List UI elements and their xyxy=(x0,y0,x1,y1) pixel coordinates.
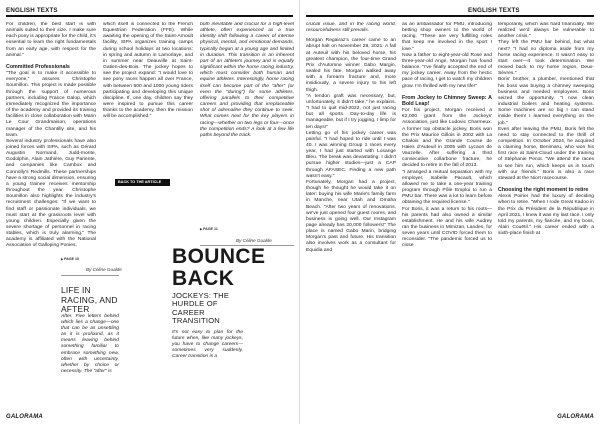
paragraph: as an ambassador for PMU, introducing betting shop owners to the world of racing. "These are very fulfilling roles that keep me involved in the sport I love." xyxy=(402,22,492,52)
paragraph: Now a father to eight-year-old Rose and three-year-old Ange, Morgan has found balance. "I've finally accepted the end of my jockey career. Away from the hectic pace of racing, I get to watch my children grow. I'm thrilled with my new life!" xyxy=(402,52,492,89)
subheading: Committed Professionals xyxy=(6,63,70,70)
paragraph: For Boris, it was a return to his roots—his parents had also owned a similar establishment. He and his wife Audrey ran the business in Mimizan, Landes, for seven years until COVID forced them to reconsider. "The pandemic forced us to close xyxy=(402,206,492,249)
byline: By Céline Gualde xyxy=(236,238,272,243)
paragraph: Boris' brother, a plumber, mentioned that his boss was buying a chimney sweeping business and needed employees. Boris seized the opportunity. "I now clean industrial boilers and heating systems. Some machines are so big I can stand inside them! I learned everything on the job." xyxy=(498,77,594,126)
logo-text: GALORAMA xyxy=(557,414,594,420)
right-column-2 xyxy=(402,22,492,414)
logo-text: GALORAMA xyxy=(6,414,43,420)
paragraph: "The goal is to make it accessible to everyone," assures Christophe Soumillon. This project is made possible through the support of numerous partners, including France Galop, which immediately recognized the importance of the academy and provided its training facilities in close collaboration with Marin Le Cour Grandmaison, operations manager of the Chantilly site, and his team. xyxy=(6,71,96,138)
paragraph: They left the PMU bar behind, but what next? "I had no diploma aside from my horse racing experience. It wasn't easy to start over—it took determination. We moved back to my home region, Deux-Sèvres." xyxy=(498,40,594,77)
paragraph: both inevitable and crucial for a high-level athlete, often experienced as a true identity shift following a career of intense physical, mental, and emotional demands, typically begun at a young age and limited in duration. This transition is an inherent part of an athlete's journey and is equally significant within the horse racing industry, which must consider both human and equine athletes. Interestingly, horse racing itself can become part of the "after" (or even the "during") for some athletes, offering parallels to their competitive careers and providing that irreplaceable shot of adrenaline they continue to seek. What comes next for the key players in racing—whether on two legs or four—once the competition ends? A look at a few life paths beyond the track. xyxy=(200,22,294,138)
feature-subtitle: JOCKEYS: THE HURDLE OF CAREER TRANSITION xyxy=(172,291,230,326)
back-to-article-button[interactable]: BACK TO THE ARTICLE xyxy=(115,179,170,186)
feature-lead: It's not easy to plan for the future when, like many jockeys, you have to change careers—sometimes very suddenly. Career transition is a xyxy=(172,330,243,360)
paragraph: Alexis Poirier had the luxury of deciding when to retire. "When I rode Great Kadoo in the Prix du Président de la République in April 2021, I knew it was my last race. I only told my parents, my fiancée, and my boss, Alain Couëtil." His career ended with a sixth-place finish at xyxy=(498,194,594,237)
paragraph: For his project, Morgan received a €2,000 grant from the Jockeys' Association, just like Ludovic Charmeux. A former top obstacle jockey, Boris won the Prix Maurice Gillois in 2002 with La Chalois and the Grande Course de Haies d'Auteuil in 2005 with Lycaon de Vauzelle. After suffering a third consecutive collarbone fracture, he decided to retire in the fall of 2013. xyxy=(402,108,492,169)
paragraph: For children, the best start is with animals suited to their size. I make sure each pony is appropriate for the child, it's essential to learn the right fundamentals from an early age, with respect for the animal." xyxy=(6,22,96,58)
paragraph: Even after leaving the PMU, Boris felt the need to stay connected to the thrill of competition. In October 2024, he acquired a claiming horse, Benimaru, who won his first race at Saint-Cloud under the training of Stéphanie Penot. "We attend the races to see him run, which keeps us in touch with our friends." Boris is also a race steward at the Niort racecourse. xyxy=(498,126,594,181)
magazine-logo xyxy=(6,414,43,420)
right-column-3 xyxy=(498,22,594,414)
section-title: ENGLISH TEXTS xyxy=(468,7,520,14)
paragraph: temporarily, which was hard financially. We realized we'd always be vulnerable to another crisis." xyxy=(498,22,594,40)
left-column-3 xyxy=(200,22,294,240)
article-lead: After. Five letters behind which lies a change—one that can be as unsettling as it is profound, as it means leaving behind something familiar to embrace something new, often with uncertainty, whether by choice or necessity. The "after" is xyxy=(61,314,119,374)
right-page-header xyxy=(306,6,594,17)
page-reference[interactable]: ▶ PAGE 11 xyxy=(200,227,218,231)
article-title: LIFE IN RACING, AND AFTER xyxy=(61,285,118,315)
subheading: Choosing the right moment to retire xyxy=(498,187,589,194)
paragraph: Fortunately, Morgan had a project, though he thought he would take it on later: buying his wife Marie's family farm in Manche, near Utah and Omaha Beach. "After two years of renovations, we've just opened four guest rooms, and business is going well. Our Instagram page already has 20,000 followers!" The place is named Gabo Marin, bridging Morgan's past and future. His transition also involves work as a consultant for Equidia and xyxy=(306,179,396,253)
byline: By Céline Gualde xyxy=(86,267,122,272)
paragraph: "A tendon graft was necessary, but, unfortunately, it didn't take," he explains. "I had to quit mid-2022, not just racing but all sports. Day-to-day life is manageable, but if I try jogging, I limp for ten days!" xyxy=(306,93,396,130)
paragraph: "I arranged a mutual separation with my employer, Isabelle Pacault, which allowed me to take a one-year training program through Pôle Emploi to run a PMU bar. There was a lot to learn before obtaining the required license." xyxy=(402,169,492,206)
left-column-2 xyxy=(103,22,193,172)
right-page xyxy=(300,0,600,424)
left-page-header xyxy=(6,6,293,17)
magazine-logo xyxy=(557,414,594,420)
page-reference[interactable]: ▶ PAGE 10 xyxy=(61,257,79,261)
feature-title: BOUNCE BACK xyxy=(172,245,266,290)
section-title: ENGLISH TEXTS xyxy=(6,7,58,14)
paragraph: which itself is connected to the French Equestrian Federation (FFE). While awaiting the opening of the Saint-Arnoult facility, SIPA organizes training camps during school holidays at two locations: in spring and autumn in Lamorlaye, and in summer near Deauville at Saint-Gatien-des-Bois. The jockey hopes to see the project expand: "I would love to see pony races happen all over France, with between 500 and 1000 young riders participating and developing this unique discipline. If, one day, children say they were inspired to pursue this career thanks to the academy, then the mission will be accomplished." xyxy=(103,22,193,120)
right-column-1 xyxy=(306,22,396,414)
paragraph: Morgan Regairaz's career came to an abrupt halt on November 28, 2021. A fall at Auteuil with his beloved horse, his greatest champion, the four-time Grand Prix d'Automne winner Gabo Margin, sealed his fate. Morgan walked away with a forearm fracture and, more insidiously, a severe injury to his left thigh. xyxy=(306,38,396,93)
paragraph: Letting go of his jockey career was painful. "I had hoped to ride until I was 40. I was winning Group 1 races every year, I had just started with Losange Bleu. The break was devastating. I didn't pursue higher studies—just a CAP through AFASEC. Finding a new path wasn't easy." xyxy=(306,130,396,179)
paragraph: Several industry professionals have also joined forces with SIPA, such as Gérard Augustin Normand, Judd-monte, Godolphin, Alain Jathière, Guy Pariente, and companies like Cambox and Connolly's Redmills. These partnerships have a strong social dimension, ensuring a young trainee receives mentorship throughout the year. Christophe Soumillon also highlights the industry's recruitment challenges: "If we want to find staff or passionate individuals, we must start at the grassroots level with young children. Especially given the severe shortage of personnel in racing stables, which is truly alarming." The academy is affiliated with the National Association of Galloping Ponies, xyxy=(6,138,96,249)
divider xyxy=(61,275,119,276)
subheading: From Jockey to Chimney Sweep: A Bold Leap! xyxy=(402,94,492,107)
paragraph: crucial issue, and in the racing world, resourcefulness still prevails. xyxy=(306,22,396,34)
